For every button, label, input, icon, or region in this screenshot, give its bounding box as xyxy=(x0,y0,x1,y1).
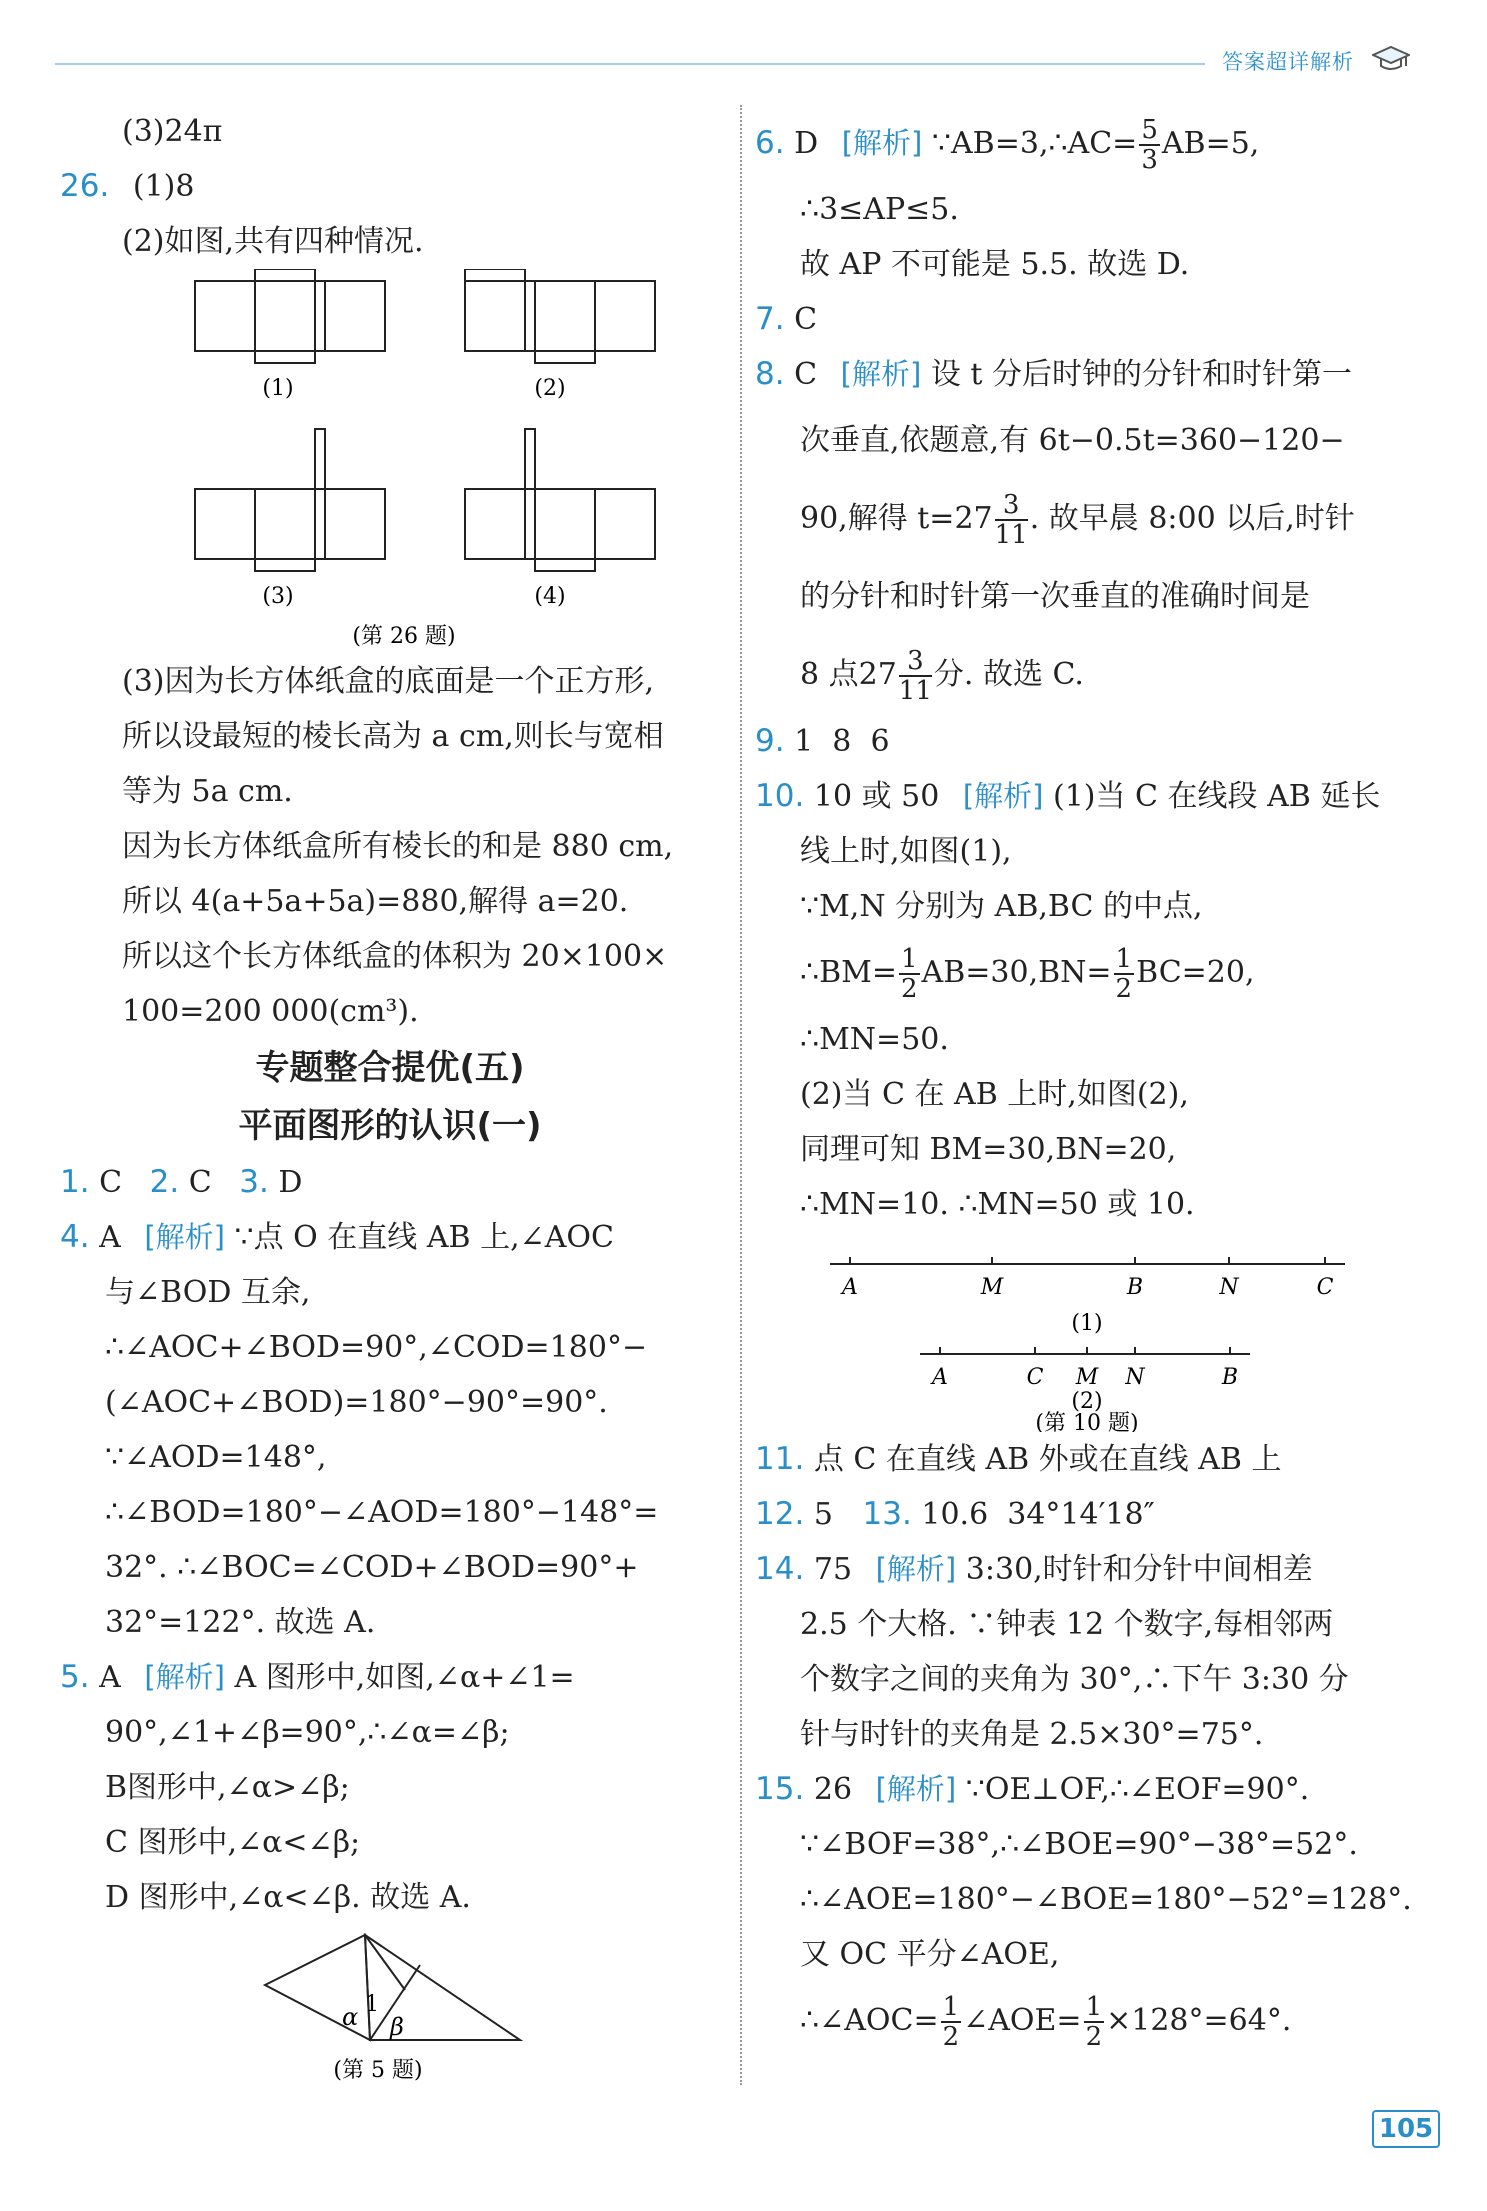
figure-caption: (第 10 题) xyxy=(1035,1411,1139,1432)
answer-text: 90,解得 t=27 xyxy=(800,501,993,536)
point-label: B xyxy=(1126,1275,1144,1300)
answer-line: 个数字之间的夹角为 30°,∴下午 3:30 分 xyxy=(800,1662,1349,1697)
angle-label: α xyxy=(342,2003,359,2031)
answer-text: ∠AOE= xyxy=(963,2003,1082,2038)
point-label: M xyxy=(980,1275,1004,1300)
question-number: 12. xyxy=(755,1496,805,1532)
answer-line: 32°=122°. 故选 A. xyxy=(105,1605,376,1640)
answer-line: ∴∠AOE=180°−∠BOE=180°−52°=128°. xyxy=(800,1882,1412,1917)
answer-text: C xyxy=(99,1165,123,1200)
question-number: 9. xyxy=(755,723,785,759)
question-number: 5. xyxy=(60,1659,90,1695)
answer-text: 分. 故选 C. xyxy=(933,657,1084,692)
answer-text: C xyxy=(188,1165,212,1200)
answer-text: D xyxy=(278,1165,303,1200)
header-rule xyxy=(55,63,1205,65)
answer-line: ∴MN=10. ∴MN=50 或 10. xyxy=(800,1187,1195,1222)
answer-text: A 图形中,如图,∠α+∠1= xyxy=(234,1660,575,1695)
answer-line: (3)24π xyxy=(122,114,223,149)
page-number: 105 xyxy=(1372,2110,1440,2148)
answer-line: C 图形中,∠α<∠β; xyxy=(105,1825,361,1860)
answer-line: 同理可知 BM=30,BN=20, xyxy=(800,1132,1177,1167)
answer-line: 线上时,如图(1), xyxy=(800,834,1012,869)
answer-line: 针与时针的夹角是 2.5×30°=75°. xyxy=(800,1717,1264,1752)
answer-line: 2.5 个大格. ∵钟表 12 个数字,每相邻两 xyxy=(800,1607,1334,1642)
answer-text: ×128°=64°. xyxy=(1106,2003,1292,2038)
answer-line: ∵∠BOF=38°,∴∠BOE=90°−38°=52°. xyxy=(800,1827,1358,1862)
figure-label: (2) xyxy=(534,376,566,401)
box-nets-diagram xyxy=(60,269,720,654)
graduation-cap-icon xyxy=(1372,44,1410,74)
answer-text: (1)8 xyxy=(132,169,195,204)
point-label: C xyxy=(1026,1365,1044,1390)
point-label: C xyxy=(1316,1275,1334,1300)
answer-text: 设 t 分后时钟的分针和时针第一 xyxy=(930,357,1352,392)
question-number: 7. xyxy=(755,301,785,337)
answer-line: D 图形中,∠α<∠β. 故选 A. xyxy=(105,1880,471,1915)
answer-text: C xyxy=(794,302,818,337)
fraction: $\frac{3}{11}$ xyxy=(994,490,1028,550)
figure-10 xyxy=(755,1232,1420,1432)
point-label: A xyxy=(842,1275,858,1300)
answer-text: ∵OE⊥OF,∴∠EOF=90°. xyxy=(965,1772,1310,1807)
answer-text: A xyxy=(99,1660,121,1695)
question-number: 10. xyxy=(755,778,805,814)
answer-text: BC=20, xyxy=(1136,955,1255,990)
analysis-tag: [解析] xyxy=(840,357,922,391)
question-number: 14. xyxy=(755,1551,805,1587)
line-segment-diagram xyxy=(755,1232,1420,1432)
column-divider xyxy=(740,105,742,2085)
fraction: $\frac{3}{11}$ xyxy=(898,646,932,706)
answer-line: (2)如图,共有四种情况. xyxy=(122,224,424,259)
answer-line: 所以这个长方体纸盒的体积为 20×100× xyxy=(122,939,668,974)
answer-line: ∵M,N 分别为 AB,BC 的中点, xyxy=(800,889,1203,924)
answer-text: D xyxy=(794,126,819,161)
question-number: 11. xyxy=(755,1441,805,1477)
answer-text: 10.6 34°14′18″ xyxy=(921,1497,1155,1532)
fraction: $\frac{1}{2}$ xyxy=(901,944,918,1004)
point-label: N xyxy=(1219,1275,1239,1300)
fraction: $\frac{1}{2}$ xyxy=(1115,944,1133,1004)
figure-5 xyxy=(60,1925,720,2085)
answer-line: ∴∠BOD=180°−∠AOD=180°−148°= xyxy=(105,1495,659,1530)
answer-text: ∴BM= xyxy=(800,955,897,990)
header-title: 答案超详解析 xyxy=(1222,50,1354,74)
answer-line: ∴∠AOC+∠BOD=90°,∠COD=180°− xyxy=(105,1330,648,1365)
answer-text: ∴∠AOC= xyxy=(800,2003,939,2038)
question-number: 6. xyxy=(755,125,785,161)
question-number: 8. xyxy=(755,356,785,392)
answer-text: (1)当 C 在线段 AB 延长 xyxy=(1053,779,1381,814)
answer-text: 8 点27 xyxy=(800,657,897,692)
figure-label: (1) xyxy=(262,376,294,401)
question-number: 3. xyxy=(239,1164,269,1200)
answer-line: ∵∠AOD=148°, xyxy=(105,1440,327,1475)
answer-text: AB=5, xyxy=(1161,126,1260,161)
answer-line: 所以设最短的棱长高为 a cm,则长与宽相 xyxy=(122,719,664,754)
answer-text: AB=30,BN= xyxy=(921,955,1112,990)
answer-text: 10 或 50 xyxy=(813,779,940,814)
fraction: $\frac{1}{2}$ xyxy=(1085,1992,1103,2052)
analysis-tag: [解析] xyxy=(875,1552,957,1586)
answer-line: ∴MN=50. xyxy=(800,1022,949,1057)
figure-caption: (第 26 题) xyxy=(352,624,456,649)
answer-text: . 故早晨 8:00 以后,时针 xyxy=(1029,501,1355,536)
answer-line: 90°,∠1+∠β=90°,∴∠α=∠β; xyxy=(105,1715,510,1750)
answer-text: 3:30,时针和分针中间相差 xyxy=(965,1552,1313,1587)
question-number: 15. xyxy=(755,1771,805,1807)
analysis-tag: [解析] xyxy=(841,126,923,160)
answer-line: 次垂直,依题意,有 6t−0.5t=360−120− xyxy=(800,423,1345,458)
answer-text: 1 8 6 xyxy=(794,724,890,759)
answer-text: A xyxy=(99,1220,121,1255)
analysis-tag: [解析] xyxy=(962,779,1044,813)
answer-line: 所以 4(a+5a+5a)=880,解得 a=20. xyxy=(122,884,629,919)
figure-26 xyxy=(60,269,720,654)
point-label: M xyxy=(1075,1365,1099,1390)
section-subtitle: 平面图形的认识(一) xyxy=(238,1106,542,1146)
question-number: 1. xyxy=(60,1164,90,1200)
answer-text: 点 C 在直线 AB 外或在直线 AB 上 xyxy=(813,1442,1282,1477)
figure-label: (1) xyxy=(1071,1311,1103,1336)
answer-text: 75 xyxy=(813,1552,853,1587)
answer-line: 的分针和时针第一次垂直的准确时间是 xyxy=(800,579,1310,614)
answer-line: 因为长方体纸盒所有棱长的和是 880 cm, xyxy=(122,829,674,864)
answer-text: 26 xyxy=(813,1772,853,1807)
fraction: $\frac{1}{2}$ xyxy=(942,1992,960,2052)
answer-line: 32°. ∴∠BOC=∠COD+∠BOD=90°+ xyxy=(105,1550,639,1585)
question-number: 4. xyxy=(60,1219,90,1255)
answer-line: 故 AP 不可能是 5.5. 故选 D. xyxy=(800,247,1190,282)
answer-line: (∠AOC+∠BOD)=180°−90°=90°. xyxy=(105,1385,608,1420)
analysis-tag: [解析] xyxy=(144,1220,225,1254)
answer-text: ∵AB=3,∴AC= xyxy=(931,126,1138,161)
analysis-tag: [解析] xyxy=(875,1772,957,1806)
question-number: 2. xyxy=(149,1164,180,1200)
figure-caption: (第 5 题) xyxy=(333,2058,423,2083)
answer-line: (3)因为长方体纸盒的底面是一个正方形, xyxy=(122,664,655,699)
answer-line: 100=200 000(cm³). xyxy=(122,994,419,1029)
answer-text: ∵点 O 在直线 AB 上,∠AOC xyxy=(234,1220,614,1255)
answer-line: 与∠BOD 互余, xyxy=(105,1275,311,1310)
analysis-tag: [解析] xyxy=(144,1660,225,1694)
point-label: B xyxy=(1221,1365,1239,1390)
answer-line: 又 OC 平分∠AOE, xyxy=(800,1937,1060,1972)
question-number: 26. xyxy=(60,168,110,204)
answer-line: ∴3≤AP≤5. xyxy=(800,192,959,227)
answer-line: B图形中,∠α>∠β; xyxy=(105,1770,350,1805)
answer-text: C xyxy=(794,357,818,392)
right-column xyxy=(755,104,1420,2060)
fraction: $\frac{5}{3}$ xyxy=(1141,115,1158,175)
figure-label: (4) xyxy=(534,584,566,609)
question-number: 13. xyxy=(862,1496,912,1532)
left-column xyxy=(60,104,720,2085)
answer-text: 5 xyxy=(813,1497,833,1532)
answer-line: 等为 5a cm. xyxy=(122,774,293,809)
angle-label: 1 xyxy=(365,1992,379,2017)
angle-label: β xyxy=(390,2013,404,2041)
point-label: N xyxy=(1125,1365,1145,1390)
triangle-diagram xyxy=(60,1925,720,2085)
answer-line: (2)当 C 在 AB 上时,如图(2), xyxy=(800,1077,1189,1112)
figure-label: (3) xyxy=(262,584,294,609)
point-label: A xyxy=(932,1365,948,1390)
section-title: 专题整合提优(五) xyxy=(255,1048,525,1088)
figure-label: (2) xyxy=(1071,1389,1103,1414)
